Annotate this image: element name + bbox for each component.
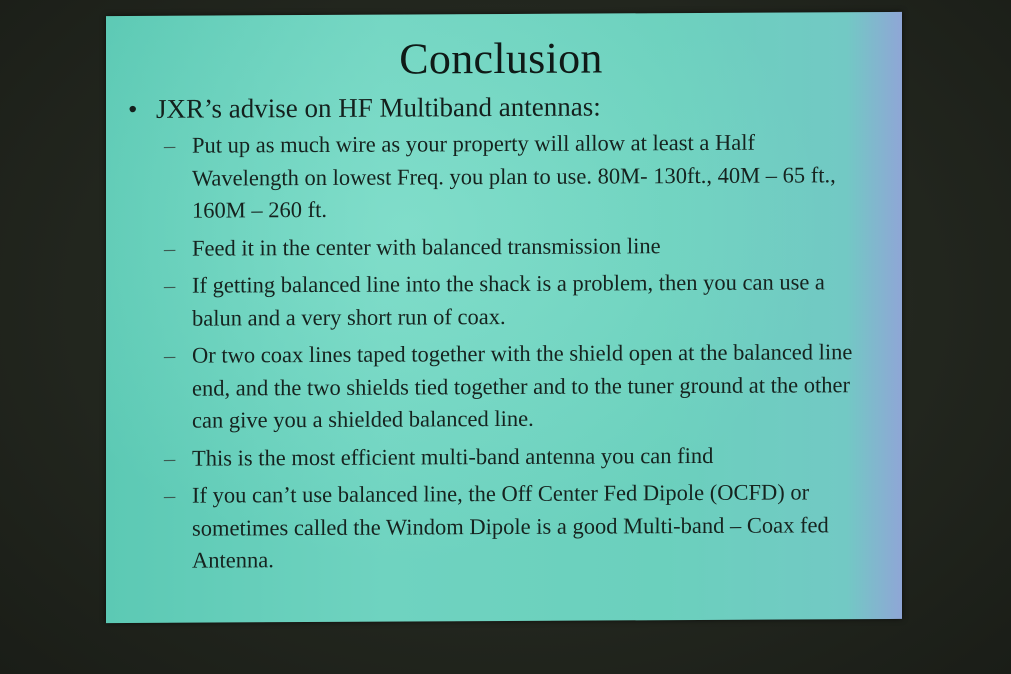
main-bullet-text: JXR’s advise on HF Multiband antennas: [156, 91, 601, 124]
dash-icon: – [164, 482, 176, 508]
dash-icon: – [164, 132, 176, 158]
sub-bullet-item [164, 266, 864, 335]
sub-bullet-list [164, 126, 864, 582]
sub-bullet-item [164, 476, 864, 577]
sub-bullet-item [164, 229, 864, 265]
projection-screen [106, 12, 902, 623]
dash-icon: – [164, 235, 176, 261]
sub-bullet-item [164, 336, 864, 437]
sub-bullet-item [164, 126, 864, 227]
dash-icon: – [164, 272, 176, 298]
bullet-icon: • [128, 93, 138, 124]
sub-bullet-text: If you can’t use balanced line, the Off Center Fed Dipole (OCFD) or sometimes called the Windom Dipole is a good Multi-band – Coax fed Antenna. [192, 479, 829, 573]
sub-bullet-text: Put up as much wire as your property will allow at least a Half Wavelength on lowest Freq. you plan to use. 80M- 130ft., 40M – 65 ft., 160M – 260 ft. [192, 129, 836, 223]
sub-bullet-text: Feed it in the center with balanced transmission line [192, 232, 661, 261]
sub-bullet-text: Or two coax lines taped together with the shield open at the balanced line end, and the two shields tied together and to the tuner ground at the other can give you a shielded balanced line. [192, 339, 853, 433]
sub-bullet-item [164, 439, 864, 475]
slide-title: Conclusion [399, 33, 603, 84]
sub-bullet-text: This is the most efficient multi-band antenna you can find [192, 442, 714, 471]
dash-icon: – [164, 342, 176, 368]
main-bullet [128, 91, 601, 124]
dash-icon: – [164, 445, 176, 471]
sub-bullet-text: If getting balanced line into the shack is a problem, then you can use a balun and a very short run of coax. [192, 269, 825, 331]
